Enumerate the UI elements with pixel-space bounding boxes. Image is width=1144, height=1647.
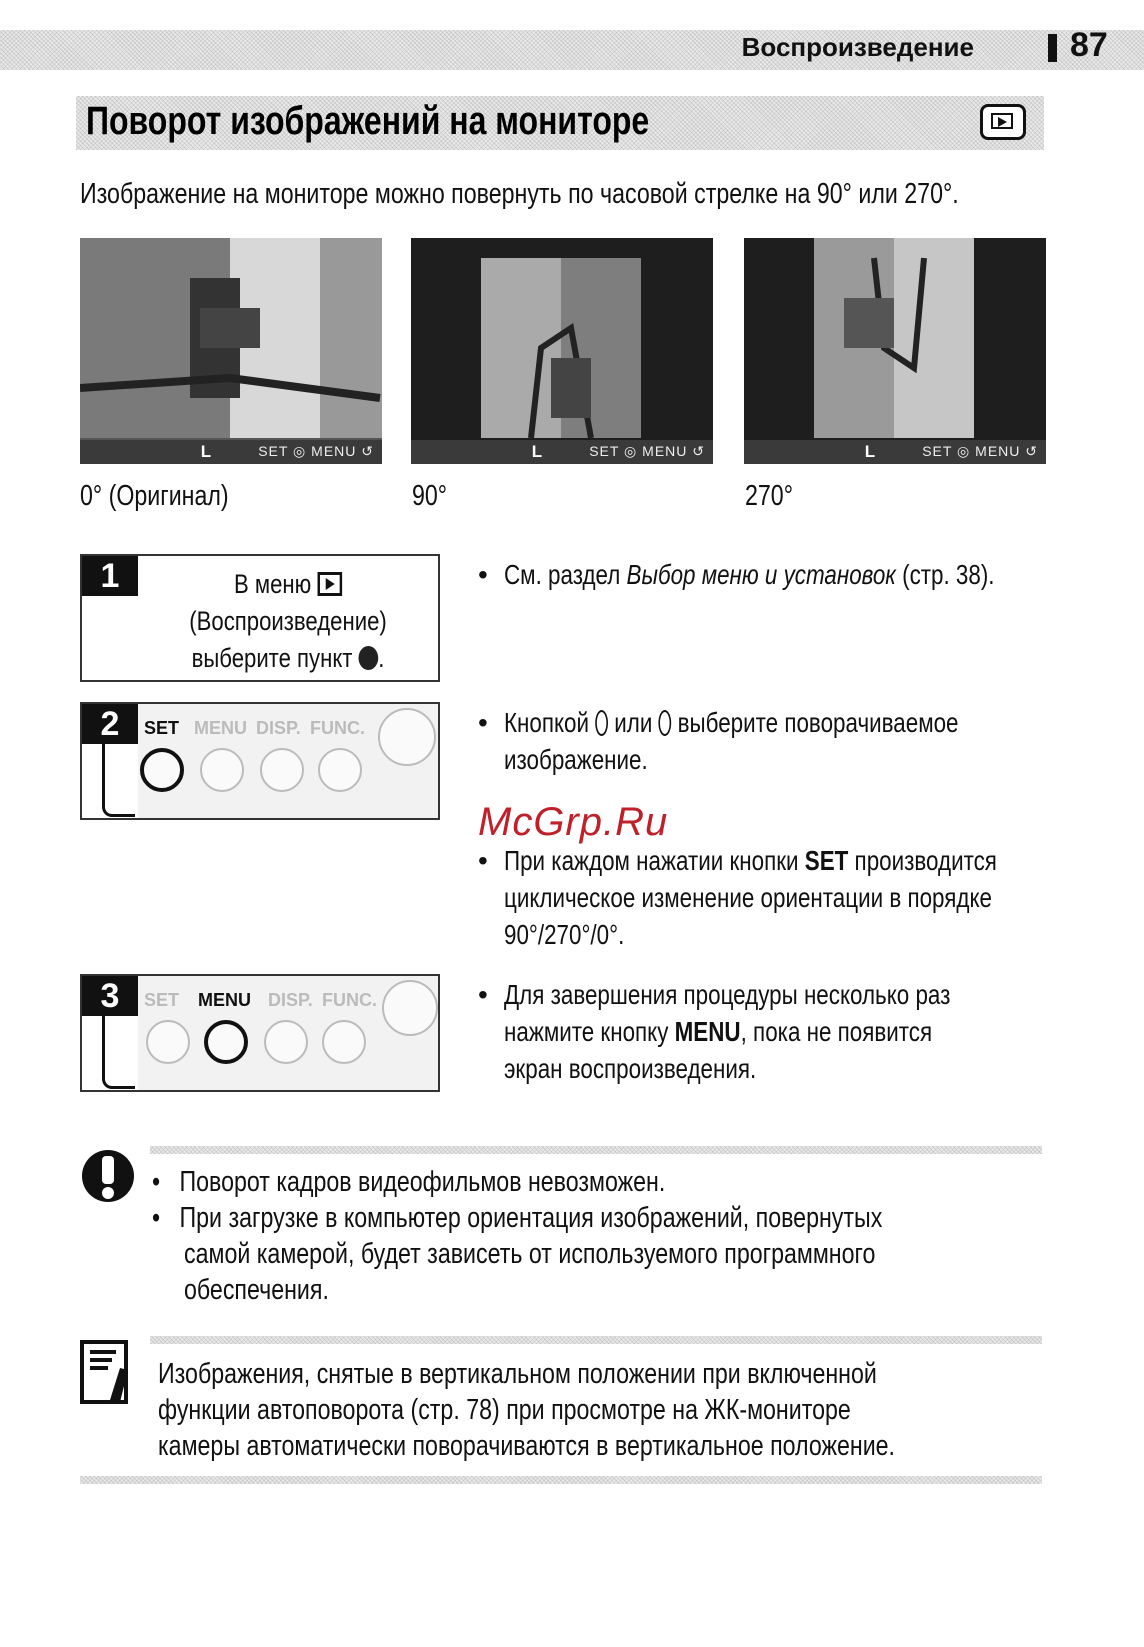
note-icon bbox=[80, 1340, 134, 1406]
intro-text: Изображение на мониторе можно повернуть по часовой стрелке на 90° или 270°. bbox=[80, 178, 959, 210]
left-button-icon bbox=[659, 710, 672, 736]
page-number: 87 bbox=[1070, 26, 1108, 64]
caution-icon bbox=[80, 1148, 136, 1204]
photo-original: L SET ◎ MENU ↺ bbox=[80, 238, 382, 464]
header-section: Воспроизведение bbox=[741, 32, 974, 62]
step-3-box bbox=[80, 974, 440, 1092]
list-bullet: • bbox=[152, 1202, 180, 1234]
playback-menu-icon bbox=[317, 572, 342, 596]
step-1-box bbox=[80, 554, 440, 682]
header-divider bbox=[1048, 34, 1057, 62]
step-1-text: В меню (Воспроизведение) выберите пункт . bbox=[189, 569, 387, 673]
caution-item: При загрузке в компьютер ориентация изображений, повернутых bbox=[179, 1202, 883, 1234]
set-button-icon bbox=[140, 748, 184, 792]
step-number: 3 bbox=[82, 976, 138, 1016]
menu-button-icon bbox=[204, 1020, 248, 1064]
page-title: Поворот изображений на мониторе bbox=[86, 99, 650, 143]
bottom-separator bbox=[80, 1476, 1042, 1484]
watermark: McGrp.Ru bbox=[478, 800, 669, 844]
note-text: Изображения, снятые в вертикальном положении при включенной функции автоповорота (стр. 78) при просмотре на ЖК-мониторе камеры автоматически поворачиваются в вертикальное положение. bbox=[158, 1358, 896, 1462]
rotate-icon bbox=[359, 646, 379, 670]
list-bullet: • bbox=[152, 1166, 180, 1198]
caution-separator bbox=[150, 1146, 1042, 1154]
caption-270: 270° bbox=[745, 480, 793, 512]
step-number: 2 bbox=[82, 704, 138, 744]
photo-rotated-270: L SET ◎ MENU ↺ bbox=[744, 238, 1046, 464]
note-separator bbox=[150, 1336, 1042, 1344]
step-number: 1 bbox=[82, 556, 138, 596]
play-mode-icon bbox=[980, 104, 1026, 140]
right-button-icon bbox=[595, 710, 608, 736]
camera-buttons-illustration: SET MENU DISP. FUNC. bbox=[138, 704, 438, 818]
caption-original: 0° (Оригинал) bbox=[80, 480, 229, 512]
caution-list: • Поворот кадров видеофильмов невозможен. • При загрузке в компьютер ориентация изображений, повернутых самой камерой, будет зависеть от используемого программного обеспечения. bbox=[152, 1166, 883, 1306]
step-2-box bbox=[80, 702, 440, 820]
caption-90: 90° bbox=[412, 480, 448, 512]
caution-item: Поворот кадров видеофильмов невозможен. bbox=[179, 1166, 666, 1198]
camera-buttons-illustration: SET MENU DISP. FUNC. bbox=[138, 976, 438, 1090]
photo-rotated-90: L SET ◎ MENU ↺ bbox=[411, 238, 713, 464]
